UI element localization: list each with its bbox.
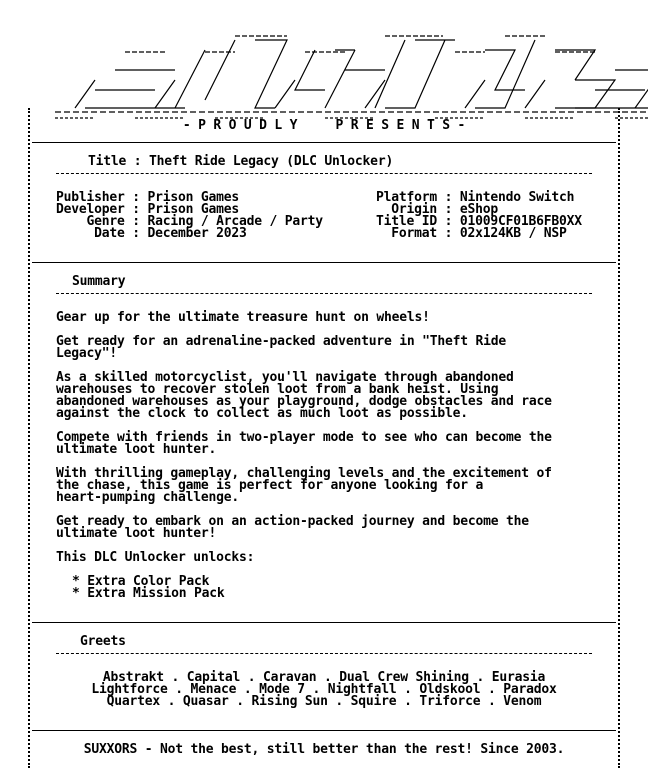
unlock-item: * Extra Color Pack (72, 574, 210, 589)
summary-paragraph: This DLC Unlocker unlocks: (56, 550, 255, 565)
info-date: Date : December 2023 (56, 226, 247, 241)
summary-heading: Summary (72, 274, 126, 289)
info-title-id: Title ID : 01009CF01B6FB0XX (376, 214, 582, 229)
info-platform: Platform : Nintendo Switch (376, 190, 575, 205)
presents-line: - P R O U D L Y P R E S E N T S - (182, 118, 466, 133)
summary-paragraph: As a skilled motorcyclist, you'll navigate through abandoned warehouses to recover stolen loot from a bank heist. Using abandoned warehouses as your playground, dodge obstacles and race against the clock to collect as much loot as possible. (56, 370, 552, 421)
info-genre: Genre : Racing / Arcade / Party (56, 214, 323, 229)
info-origin: Origin : eShop (376, 202, 499, 217)
logo-art (55, 30, 648, 120)
right-border (618, 108, 622, 768)
greets-heading: Greets (80, 634, 126, 649)
release-title: Title : Theft Ride Legacy (DLC Unlocker) (88, 154, 394, 169)
info-developer: Developer : Prison Games (56, 202, 240, 217)
greets-line: Lightforce . Menace . Mode 7 . Nightfall . Oldskool . Paradox (91, 682, 557, 697)
greets-line: Quartex . Quasar . Rising Sun . Squire . Triforce . Venom (106, 694, 542, 709)
summary-paragraph: Get ready to embark on an action-packed journey and become the ultimate loot hunter! (56, 514, 529, 541)
divider (32, 142, 616, 143)
group-logo (24, 18, 624, 108)
unlock-item: * Extra Mission Pack (72, 586, 225, 601)
summary-paragraph: Get ready for an adrenaline-packed adventure in "Theft Ride Legacy"! (56, 334, 506, 361)
left-border (28, 108, 32, 768)
dashed-rule (56, 653, 592, 654)
divider (32, 622, 616, 623)
greets-line: Abstrakt . Capital . Caravan . Dual Crew Shining . Eurasia (102, 670, 546, 685)
dashed-rule (56, 173, 592, 174)
summary-paragraph: Compete with friends in two-player mode to see who can become the ultimate loot hunter. (56, 430, 552, 457)
info-publisher: Publisher : Prison Games (56, 190, 240, 205)
summary-paragraph: With thrilling gameplay, challenging levels and the excitement of the chase, this game is perfect for anyone looking for a heart-pumping challenge. (56, 466, 552, 505)
dashed-rule (56, 293, 592, 294)
divider (32, 730, 616, 731)
footer-tagline: SUXXORS - Not the best, still better than the rest! Since 2003. (83, 742, 565, 757)
divider (32, 262, 616, 263)
info-format: Format : 02x124KB / NSP (376, 226, 567, 241)
summary-paragraph: Gear up for the ultimate treasure hunt on wheels! (56, 310, 430, 325)
